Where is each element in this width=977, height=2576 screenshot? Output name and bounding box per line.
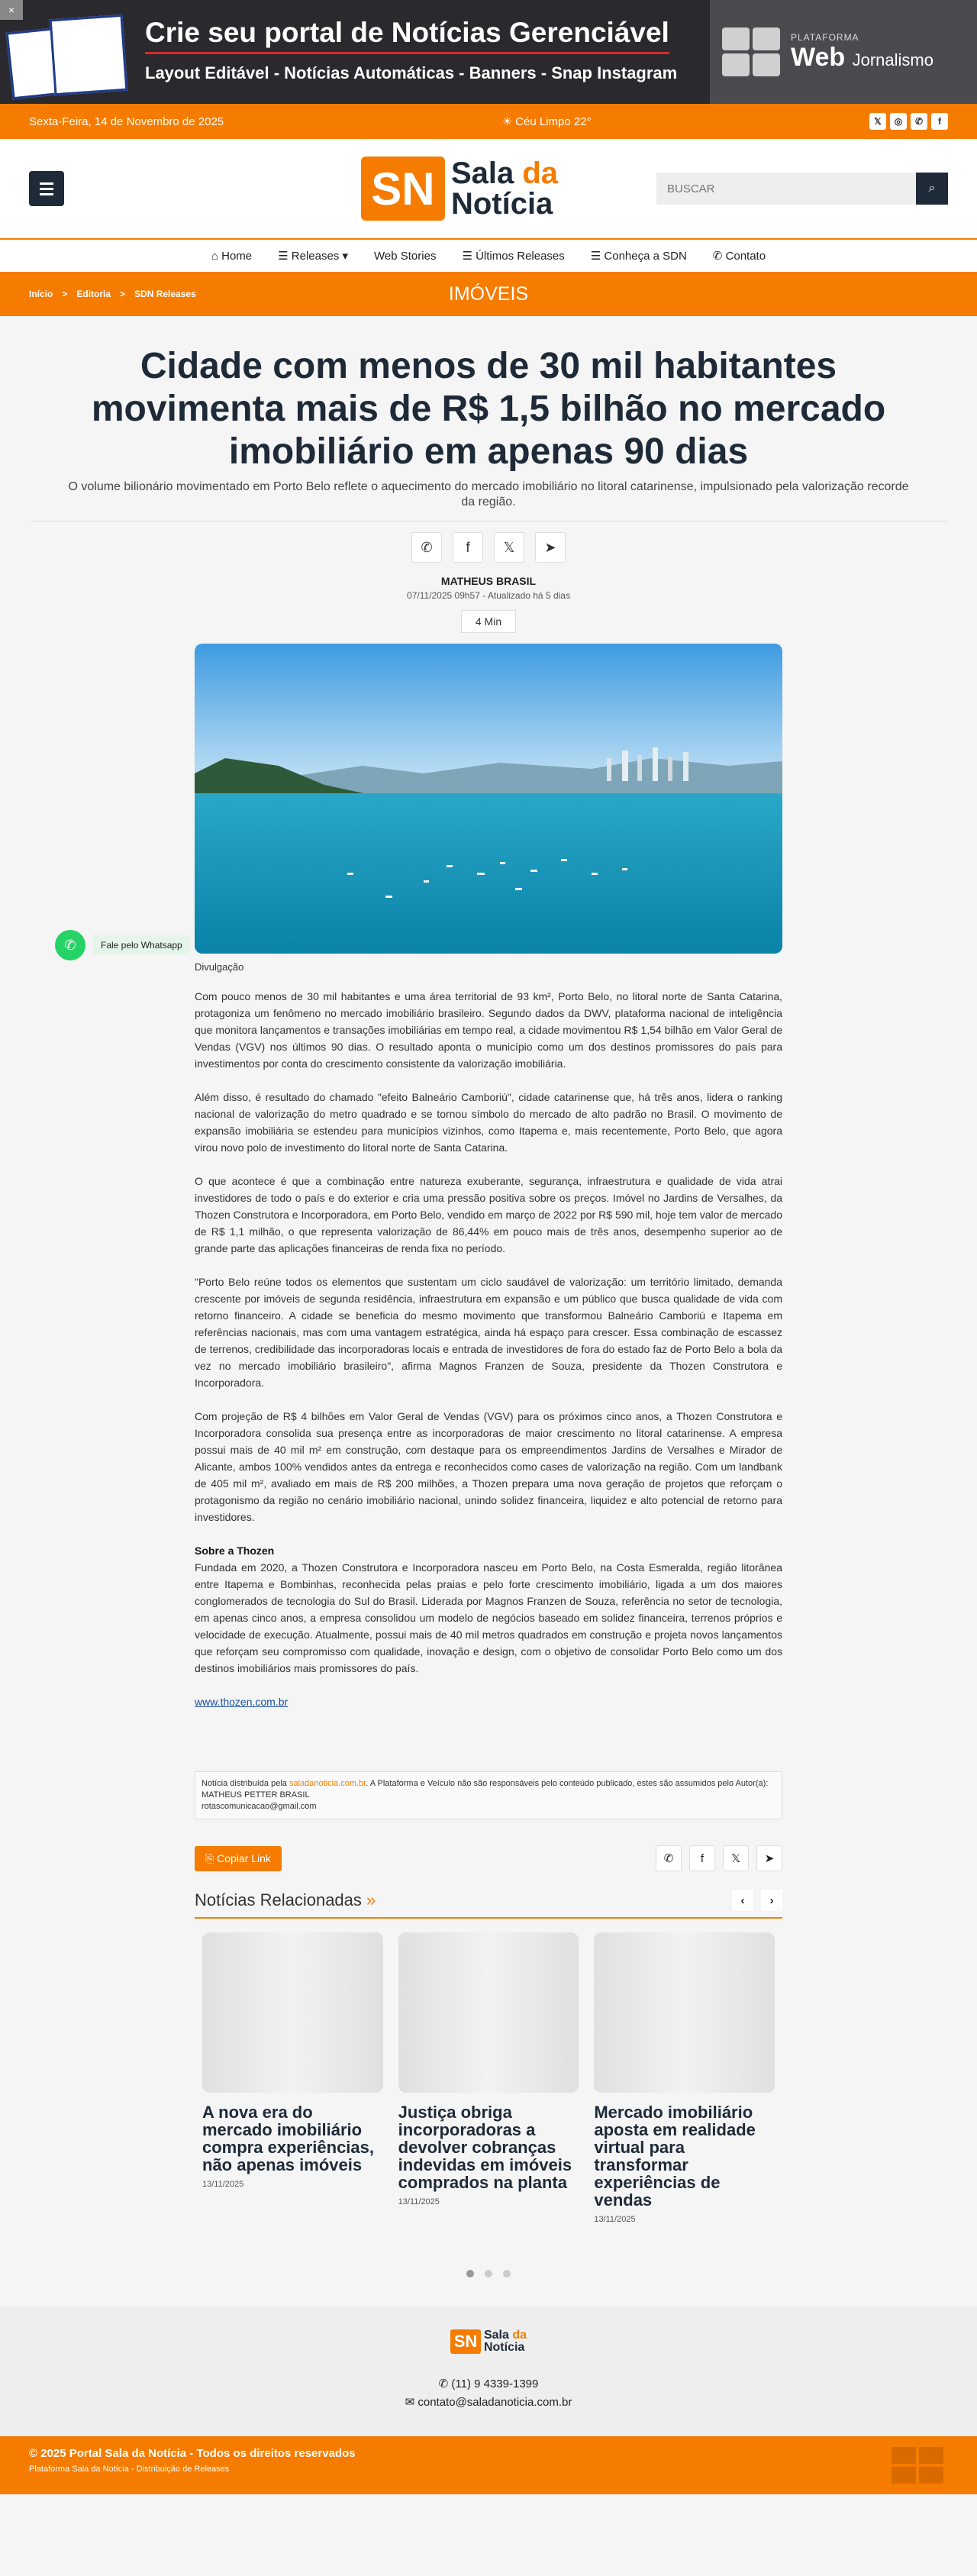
footer-logo-mark: SN xyxy=(450,2329,481,2354)
telegram-share-icon[interactable]: ➤ xyxy=(756,1845,782,1871)
related-card-title[interactable]: Mercado imobiliário aposta em realidade virtual para transformar experiências de vendas xyxy=(594,2103,756,2210)
site-footer xyxy=(0,2306,977,2436)
related-card-title[interactable]: Justiça obriga incorporadoras a devolver cobranças indevidas em imóveis comprados na planta xyxy=(398,2103,572,2192)
breadcrumb-editoria[interactable]: Editoria xyxy=(76,289,111,299)
article-title: Cidade com menos de 30 mil habitantes movimenta mais de R$ 1,5 bilhão no mercado imobiliário em apenas 90 dias xyxy=(91,346,886,472)
nav-releases[interactable]: ☰ Releases ▾ xyxy=(278,250,349,263)
share-buttons xyxy=(0,532,977,563)
carousel-next-icon[interactable]: › xyxy=(761,1890,782,1911)
coastal-bay-image xyxy=(195,644,782,954)
whatsapp-label[interactable]: Fale pelo Whatsapp xyxy=(93,935,190,955)
search-input[interactable] xyxy=(656,173,916,205)
logo-line2: Notícia xyxy=(450,187,553,221)
banner-title: Crie seu portal de Notícias Gerenciável xyxy=(145,17,669,54)
platform-suffix: Jornalismo xyxy=(852,50,933,69)
whatsapp-icon[interactable]: ✆ xyxy=(55,930,85,960)
whatsapp-icon[interactable]: ✆ xyxy=(911,113,927,130)
article-hero-image xyxy=(195,644,782,954)
weather-widget: ☀ Céu Limpo 22° xyxy=(501,115,592,128)
search-form xyxy=(656,173,948,205)
footer-phone[interactable]: ✆ (11) 9 4339-1399 xyxy=(438,2377,539,2390)
footer-logo-line2: Notícia xyxy=(483,2341,525,2354)
hamburger-menu-button[interactable] xyxy=(29,171,64,206)
nav-about[interactable]: ☰ Conheça a SDN xyxy=(590,250,687,263)
notice-author: MATHEUS PETTER BRASIL xyxy=(202,1790,310,1800)
platform-name: Web xyxy=(791,42,846,72)
top-info-bar xyxy=(0,104,977,139)
breadcrumb-home[interactable]: Início xyxy=(29,289,53,299)
site-header xyxy=(0,139,977,240)
article-paragraph: Além disso, é resultado do chamado "efeito Balneário Camboriú", cidade catarinense que, há três anos, lidera o ranking nacional de valorização do metro quadrado e se tornou símbolo do mercado de alto padrão no Brasil. O movimento de expansão imobiliária se estendeu para municípios vizinhos, como Itapema e, mais recentemente, Porto Belo, que agora virou novo polo de investimento do litoral norte de Santa Catarina. xyxy=(195,1091,782,1154)
nav-home[interactable]: ⌂ Home xyxy=(211,249,253,263)
instagram-icon[interactable]: ◎ xyxy=(890,113,907,130)
carousel-dot[interactable] xyxy=(485,2270,492,2277)
breadcrumb-section[interactable]: SDN Releases xyxy=(134,289,196,299)
related-card-image xyxy=(398,1932,579,2093)
article-date: 07/11/2025 09h57 - Atualizado há 5 dias xyxy=(407,590,570,601)
whatsapp-share-icon[interactable]: ✆ xyxy=(656,1845,682,1871)
banner-thumbnails xyxy=(0,0,134,104)
related-heading-mark: » xyxy=(366,1890,376,1909)
footer-copyright: © 2025 Portal Sala da Notícia - Todos os direitos reservados xyxy=(29,2447,356,2460)
carousel-prev-icon[interactable]: ‹ xyxy=(732,1890,753,1911)
platform-label: PLATAFORMA xyxy=(791,31,859,43)
facebook-share-icon[interactable]: f xyxy=(453,532,483,563)
company-link[interactable]: www.thozen.com.br xyxy=(195,1696,289,1708)
carousel-dot[interactable] xyxy=(466,2270,474,2277)
share-buttons-bottom xyxy=(656,1845,782,1871)
related-card-date: 13/11/2025 xyxy=(202,2180,244,2189)
social-links xyxy=(869,113,948,130)
related-card[interactable] xyxy=(398,1932,579,2224)
notice-email: rotascomunicacao@gmail.com xyxy=(202,1802,317,1811)
distribution-notice xyxy=(195,1771,782,1819)
close-ad-button[interactable]: × xyxy=(0,0,23,20)
facebook-icon[interactable]: f xyxy=(931,113,948,130)
platform-logo-icon xyxy=(722,27,780,76)
footer-logo-line1: Sala xyxy=(483,2329,509,2342)
banner-platform xyxy=(710,0,977,104)
footer-bar xyxy=(0,2436,977,2494)
article-paragraph: Com pouco menos de 30 mil habitantes e uma área territorial de 93 km², Porto Belo, no litoral norte de Santa Catarina, protagoniza um fenômeno no mercado imobiliário brasileiro. Segundo dados da DWV, plataforma nacional de inteligência que monitora lançamentos e transações imobiliárias em tempo real, a cidade movimentou R$ 1,54 bilhão em Valor Geral de Vendas (VGV) nos últimos 90 dias. O resultado aponta o município como um dos destinos promissores do país para investimentos por conta do crescimento consistente da valorização imobiliária. xyxy=(195,990,782,1070)
footer-logo[interactable] xyxy=(450,2329,527,2354)
carousel-dot[interactable] xyxy=(503,2270,511,2277)
logo-line1: Sala xyxy=(450,157,514,190)
breadcrumb-separator: > xyxy=(120,289,126,299)
site-logo[interactable] xyxy=(361,157,558,221)
x-share-icon[interactable]: 𝕏 xyxy=(494,532,524,563)
top-ad-banner[interactable] xyxy=(0,0,977,104)
search-button[interactable] xyxy=(916,173,948,205)
breadcrumb xyxy=(29,289,196,299)
article-subtitle: O volume bilionário movimentado em Porto Belo reflete o aquecimento do mercado imobiliário no litoral catarinense, impulsionado pela valorização recorde da região. xyxy=(68,480,909,508)
article-paragraph: O que acontece é que a combinação entre natureza exuberante, segurança, infraestrutura e qualidade de vida atrai investidores de todo o país e do exterior e cria uma pressão positiva sobre os preços. Imóvel no Jardins de Versalhes, da Thozen Construtora e Incorporadora, em Porto Belo, vendido em março de 2022 por R$ 590 mil, hoje tem valor de mercado de R$ 1,1 milhão, o que representa valorização de 86,44% em pouco mais de três anos, desempenho superior ao de grande parte das aplicações financeiras de renda fixa no período. xyxy=(195,1175,782,1254)
current-date: Sexta-Feira, 14 de Novembro de 2025 xyxy=(29,115,224,128)
related-card[interactable] xyxy=(202,1932,383,2224)
article-body xyxy=(195,973,782,1710)
about-paragraph: Fundada em 2020, a Thozen Construtora e Incorporadora nasceu em Porto Belo, na Costa Esmeralda, região litorânea entre Itapema e Bombinhas, reconhecida pelas praias e pelo forte crescimento imobiliário, ligada a um dos maiores conglomerados de tecnologia do Sul do Brasil. Liderada por Magnos Franzen de Souza, referência no setor de tecnologia, em apenas cinco anos, a empresa consolidou um modelo de negócios baseado em solidez financeira, terrenos próprios e velocidade de execução. Atualmente, possui mais de 40 mil metros quadrados em construção e projeta novos lançamentos que reforçam seu compromisso com qualidade, inovação e design, com o objetivo de consolidar Porto Belo como um dos destinos imobiliários mais promissores do país. xyxy=(195,1561,782,1674)
x-share-icon[interactable]: 𝕏 xyxy=(723,1845,749,1871)
copy-link-button[interactable]: ⎘ Copiar Link xyxy=(195,1846,282,1871)
article-paragraph: "Porto Belo reúne todos os elementos que sustentam um ciclo saudável de valorização: um território limitado, demanda crescente por imóveis de segunda residência, infraestrutura em expansão e um público que busca qualidade de vida com retorno financeiro. A cidade se beneficia do mesmo movimento que transformou Balneário Camboriú e Itapema em referências nacionais, mas com uma vantagem estratégica, ainda há espaço para crescer. Essa combinação de escassez de terrenos, credibilidade das incorporadoras locais e entrada de investidores de fora do estado faz de Porto Belo a bola da vez no mercado imobiliário brasileiro", afirma Magnos Franzen de Souza, presidente da Thozen Construtora e Incorporadora. xyxy=(195,1276,782,1389)
read-time-badge: 4 Min xyxy=(461,610,516,633)
nav-contact[interactable]: ✆ Contato xyxy=(712,250,766,263)
related-card-image xyxy=(594,1932,775,2093)
related-news xyxy=(195,1890,782,2277)
about-heading: Sobre a Thozen xyxy=(195,1545,275,1557)
notice-prefix: Notícia distribuída pela xyxy=(202,1779,289,1788)
footer-grid-icon xyxy=(892,2447,943,2484)
main-nav xyxy=(0,240,977,272)
category-title: IMÓVEIS xyxy=(448,282,529,305)
article-actions xyxy=(195,1845,782,1871)
article-paragraph: Com projeção de R$ 4 bilhões em Valor Geral de Vendas (VGV) para os próximos cinco anos, a Thozen Construtora e Incorporadora consolida sua presença entre as incorporadoras de maior crescimento no litoral catarinense. A empresa possui mais de 40 mil m² em construção, com destaque para os empreendimentos Jardins de Versalhes e Mirador de Alicante, ambos 100% vendidos antes da entrega e reconhecidos como cases de valorização na região. Com um landbank de 405 mil m², avaliado em mais de R$ 200 milhões, a Thozen prepara uma nova geração de projetos que reforçam o protagonismo da região no cenário imobiliário nacional, unindo solidez financeira, liquidez e alto potencial de retorno para investidores. xyxy=(195,1410,782,1523)
logo-mark: SN xyxy=(361,157,445,221)
related-card-date: 13/11/2025 xyxy=(398,2197,440,2206)
article-author: MATHEUS BRASIL xyxy=(440,575,537,587)
image-caption: Divulgação xyxy=(195,961,244,973)
breadcrumb-separator: > xyxy=(62,289,68,299)
x-icon[interactable]: 𝕏 xyxy=(869,113,886,130)
telegram-share-icon[interactable]: ➤ xyxy=(535,532,566,563)
logo-accent: da xyxy=(522,157,559,190)
related-card-date: 13/11/2025 xyxy=(594,2215,636,2224)
nav-web-stories[interactable]: Web Stories xyxy=(374,249,437,263)
category-bar xyxy=(0,272,977,316)
footer-logo-accent: da xyxy=(512,2329,527,2342)
carousel-dots xyxy=(195,2270,782,2277)
whatsapp-share-icon[interactable]: ✆ xyxy=(411,532,442,563)
footer-email[interactable]: ✉ contato@saladanoticia.com.br xyxy=(405,2396,572,2409)
related-card[interactable] xyxy=(594,1932,775,2224)
notice-disclaimer: . A Plataforma e Veículo não são responsáveis pelo conteúdo publicado, estes são assumidos pelo Autor(a): xyxy=(366,1779,769,1788)
nav-latest-releases[interactable]: ☰ Últimos Releases xyxy=(462,250,565,263)
related-card-image xyxy=(202,1932,383,2093)
related-heading: Notícias Relacionadas xyxy=(195,1890,362,1909)
facebook-share-icon[interactable]: f xyxy=(689,1845,715,1871)
related-card-title[interactable]: A nova era do mercado imobiliário compra experiências, não apenas imóveis xyxy=(202,2103,375,2174)
notice-site-link[interactable]: saladanoticia.com.br xyxy=(289,1779,366,1788)
footer-tagline: Plataforma Sala da Notícia - Distribuição de Releases xyxy=(29,2465,230,2474)
search-icon: ⌕ xyxy=(928,182,936,195)
banner-features: Layout Editável - Notícias Automáticas - Banners - Snap Instagram xyxy=(145,63,678,82)
whatsapp-float[interactable] xyxy=(55,930,190,960)
